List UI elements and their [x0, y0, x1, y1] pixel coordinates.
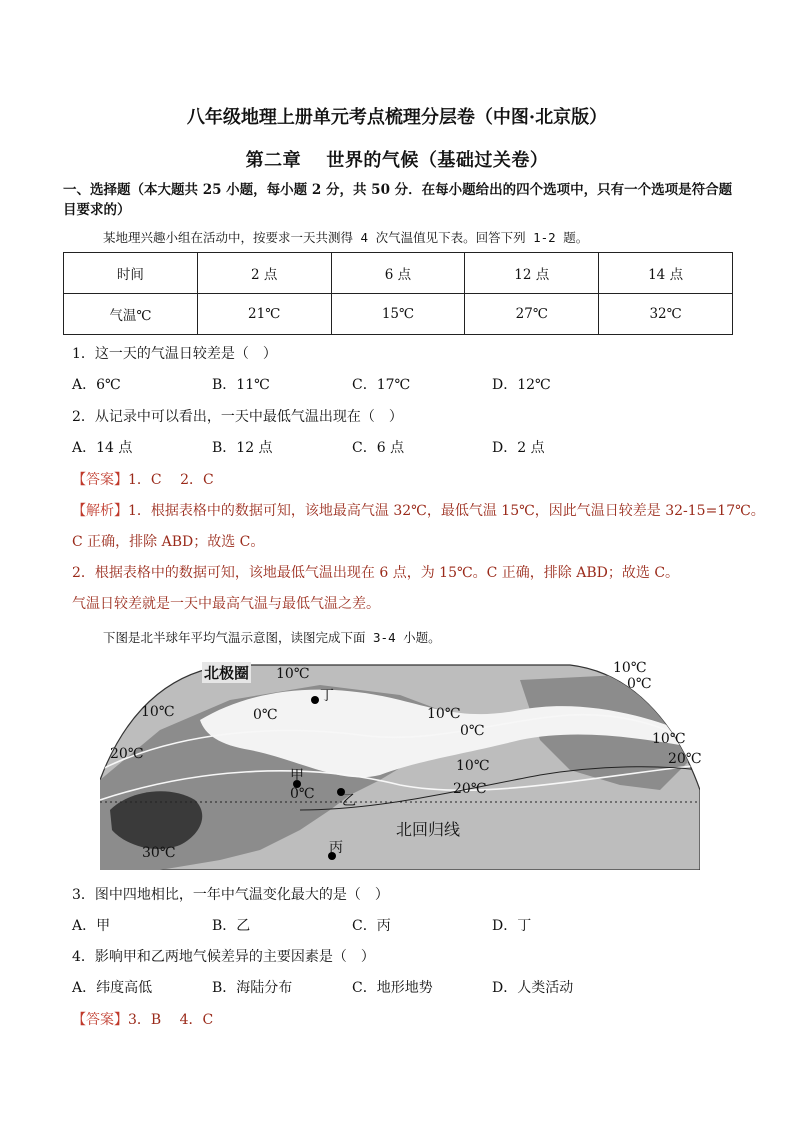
table-cell: 气温℃ — [64, 294, 198, 335]
analysis-label: 【解析】 — [72, 503, 128, 519]
point-label-ding: 丁 — [320, 688, 334, 704]
isotherm-label: 0℃ — [460, 723, 485, 739]
isotherm-label: 0℃ — [627, 676, 652, 692]
point-label-jia: 甲 — [290, 768, 304, 784]
table-cell: 27℃ — [465, 294, 599, 335]
isotherm-label: 0℃ — [253, 707, 278, 723]
isotherm-label: 0℃ — [290, 786, 315, 802]
temperature-map — [100, 660, 700, 870]
chapter-title: 第二章 世界的气候（基础过关卷） — [245, 150, 549, 171]
point-ding — [311, 696, 319, 704]
tropic-label: 北回归线 — [396, 820, 461, 839]
isotherm-label: 30℃ — [142, 845, 176, 861]
temperature-table — [63, 252, 733, 335]
isotherm-label: 20℃ — [668, 751, 702, 767]
isotherm-label: 10℃ — [456, 758, 490, 774]
table-cell: 2 点 — [197, 253, 331, 294]
analysis-line-1 — [72, 500, 765, 520]
table-cell: 21℃ — [197, 294, 331, 335]
q3-option-c: C．丙 — [352, 918, 391, 934]
q4-option-a: A．纬度高低 — [72, 980, 153, 996]
answer-text: 3．B 4．C — [128, 1012, 214, 1028]
q1-option-d: D．12℃ — [492, 377, 551, 393]
q4-option-d: D．人类活动 — [492, 980, 574, 996]
isotherm-label: 10℃ — [141, 704, 175, 720]
table-cell: 32℃ — [599, 294, 733, 335]
table-row — [64, 253, 733, 294]
question-4: 4．影响甲和乙两地气候差异的主要因素是（ ） — [72, 949, 375, 965]
q2-option-d: D．2 点 — [492, 440, 545, 456]
q3-option-d: D．丁 — [492, 918, 532, 934]
table-cell: 6 点 — [331, 253, 465, 294]
question-3: 3．图中四地相比，一年中气温变化最大的是（ ） — [72, 887, 389, 903]
analysis-line-4: 气温日较差就是一天中最高气温与最低气温之差。 — [72, 596, 380, 612]
section-heading: 一、选择题（本大题共 25 小题，每小题 2 分，共 50 分．在每小题给出的四个选项中，只有一个选项是符合题目要求的） — [63, 182, 733, 218]
table-cell: 14 点 — [599, 253, 733, 294]
point-label-yi: 乙 — [342, 793, 356, 809]
isotherm-label: 10℃ — [276, 666, 310, 682]
q1-option-a: A．6℃ — [72, 377, 121, 393]
question-2: 2．从记录中可以看出，一天中最低气温出现在（ ） — [72, 409, 403, 425]
q4-option-b: B．海陆分布 — [212, 980, 293, 996]
q2-option-b: B．12 点 — [212, 440, 273, 456]
analysis-text-1: 1．根据表格中的数据可知，该地最高气温 32℃，最低气温 15℃，因此气温日较差是 32-15=17℃。 — [128, 503, 765, 519]
analysis-line-2: C 正确，排除 ABD；故选 C。 — [72, 534, 265, 550]
isotherm-label: 20℃ — [453, 781, 487, 797]
analysis-line-3: 2．根据表格中的数据可知，该地最低气温出现在 6 点，为 15℃。C 正确，排除 ABD；故选 C。 — [72, 565, 680, 581]
table-cell: 时间 — [64, 253, 198, 294]
answer-text: 1．C 2．C — [128, 472, 214, 488]
answer-2 — [72, 1009, 213, 1029]
table-cell: 15℃ — [331, 294, 465, 335]
q2-option-c: C．6 点 — [352, 440, 405, 456]
table-row — [64, 294, 733, 335]
q4-option-c: C．地形地势 — [352, 980, 433, 996]
question-1: 1．这一天的气温日较差是（ ） — [72, 346, 277, 362]
isotherm-label: 10℃ — [652, 731, 686, 747]
q1-option-c: C．17℃ — [352, 377, 411, 393]
q3-option-b: B．乙 — [212, 918, 251, 934]
isotherm-label: 20℃ — [110, 746, 144, 762]
q2-option-a: A．14 点 — [72, 440, 133, 456]
document-title: 八年级地理上册单元考点梳理分层卷（中图·北京版） — [186, 107, 608, 128]
answer-label: 【答案】 — [72, 472, 128, 488]
answer-label: 【答案】 — [72, 1012, 128, 1028]
intro-text-1: 某地理兴趣小组在活动中，按要求一天共测得 4 次气温值见下表。回答下列 1-2 题。 — [103, 230, 589, 245]
q3-option-a: A．甲 — [72, 918, 111, 934]
answer-1 — [72, 469, 214, 489]
intro-text-2: 下图是北半球年平均气温示意图，读图完成下面 3-4 小题。 — [103, 630, 441, 645]
arctic-circle-label: 北极圈 — [204, 664, 250, 682]
isotherm-label: 10℃ — [613, 660, 647, 676]
point-label-bing: 丙 — [329, 840, 343, 856]
q1-option-b: B．11℃ — [212, 377, 270, 393]
table-cell: 12 点 — [465, 253, 599, 294]
isotherm-label: 10℃ — [427, 706, 461, 722]
